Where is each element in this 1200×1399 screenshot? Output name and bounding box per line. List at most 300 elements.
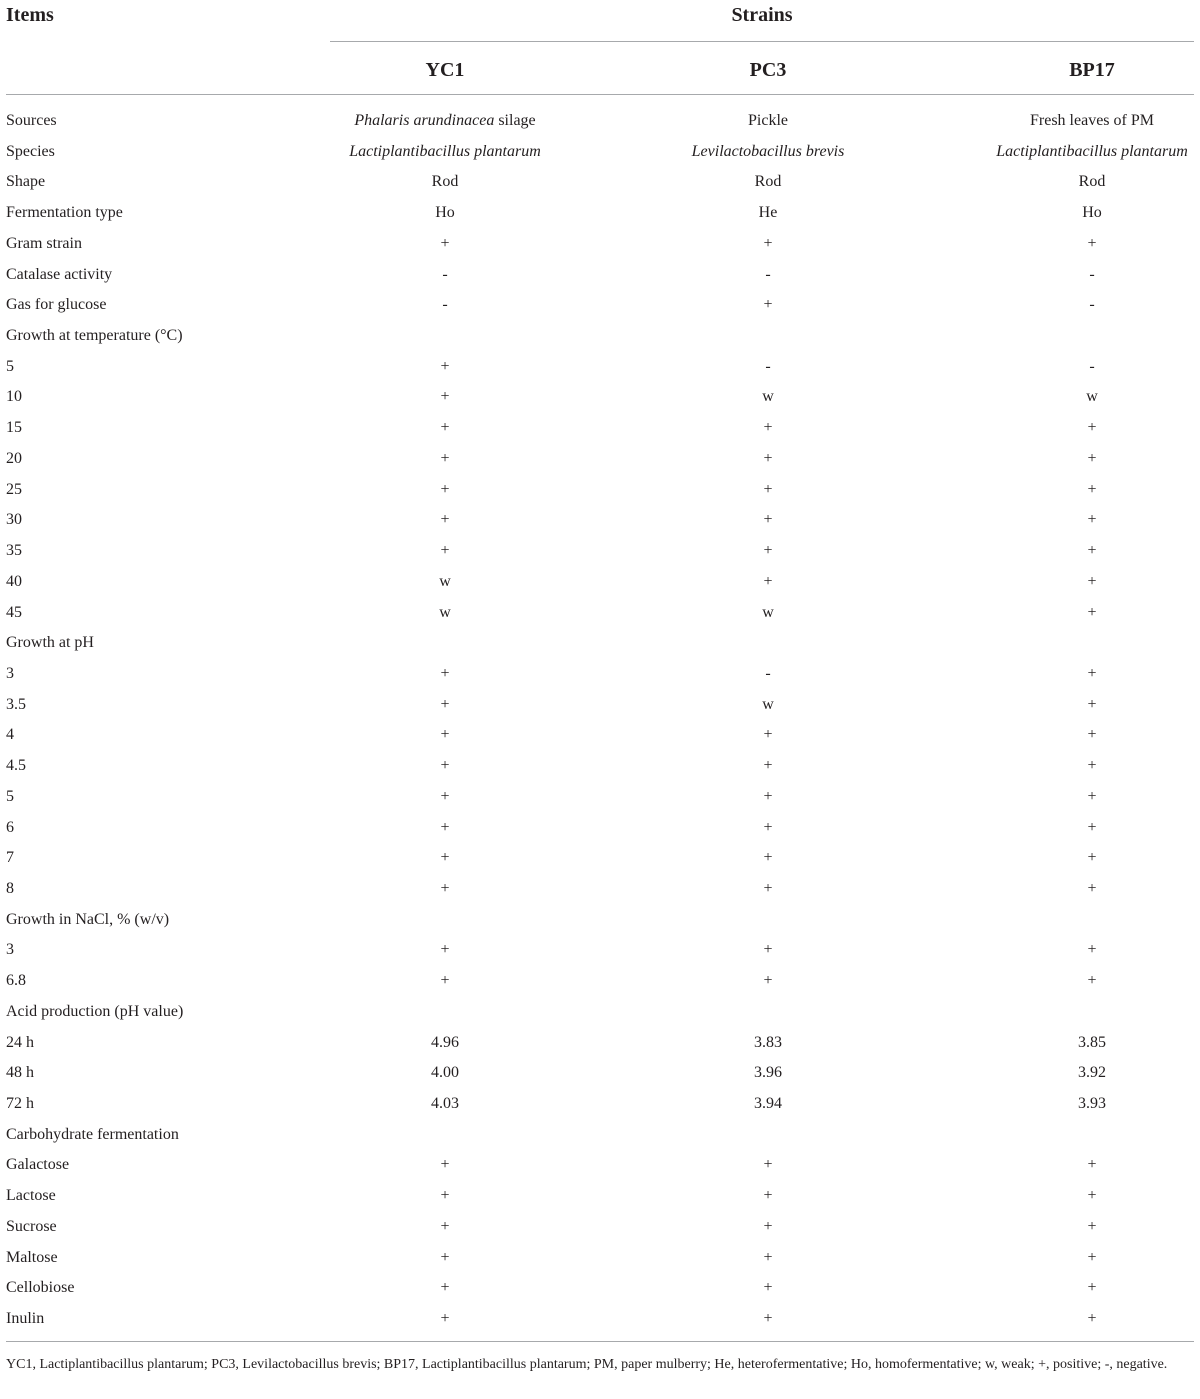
cell-text: + [1087,879,1097,897]
table-row [0,1243,1200,1274]
cell-text: 3.85 [1078,1033,1106,1051]
cell-yc1 [295,935,595,965]
row-label: 3.5 [6,695,26,713]
cell-pc3 [618,137,918,167]
row-label: Species [6,142,55,160]
cell-text: + [1087,449,1097,467]
cell-bp17 [942,505,1200,535]
cell-text: - [442,296,448,314]
cell-yc1 [295,536,595,566]
cell-bp17 [942,659,1200,689]
cell-pc3 [618,1028,918,1058]
cell-text: Fresh leaves of PM [1030,112,1154,129]
cell-pc3 [618,659,918,689]
row-label: 30 [6,511,22,529]
row-label: 3 [6,941,14,959]
row-label: Galactose [6,1156,70,1174]
cell-bp17 [942,1150,1200,1180]
cell-text: + [440,1279,450,1297]
cell-text: 3.92 [1078,1064,1106,1082]
cell-pc3 [618,874,918,904]
cell-text: - [1089,265,1095,283]
cell-text: + [763,449,773,467]
row-label: 15 [6,419,22,437]
cell-bp17 [942,1212,1200,1242]
table-row [0,598,1200,629]
cell-bp17 [942,935,1200,965]
cell-text: + [1087,1279,1097,1297]
cell-yc1 [295,567,595,597]
cell-yc1 [295,505,595,535]
table-row [0,751,1200,782]
cell-text: + [763,757,773,775]
cell-text: + [1087,941,1097,959]
cell-text: + [763,1310,773,1328]
cell-text: 4.00 [431,1064,459,1082]
cell-text: + [1087,1187,1097,1205]
table-row [0,290,1200,321]
cell-text: + [1087,234,1097,252]
table-row [0,659,1200,690]
cell-text: + [763,572,773,590]
cell-text: + [763,511,773,529]
cell-text: + [763,1279,773,1297]
cell-bp17 [942,843,1200,873]
cell-yc1 [295,659,595,689]
table-row [0,137,1200,168]
cell-pc3 [618,690,918,720]
cell-text: + [763,941,773,959]
cell-text: silage [494,112,536,129]
row-label: 5 [6,787,14,805]
column-header-bp17: BP17 [1069,59,1115,81]
cell-yc1 [295,1028,595,1058]
cell-yc1 [295,198,595,228]
row-label: 6.8 [6,972,26,990]
cell-text: Pickle [748,112,788,129]
cell-pc3 [618,813,918,843]
row-label: 8 [6,879,14,897]
row-label: 6 [6,818,14,836]
cell-text: + [440,1310,450,1328]
cell-text: + [763,879,773,897]
cell-yc1 [295,167,595,197]
cell-text: + [1087,419,1097,437]
table-row [0,966,1200,997]
cell-italic-text: Lactiplantibacillus plantarum [996,142,1188,160]
cell-pc3 [618,413,918,443]
column-header-pc3: PC3 [749,59,787,81]
table-row [0,229,1200,260]
cell-text: + [763,1187,773,1205]
cell-bp17 [942,536,1200,566]
row-label: Catalase activity [6,265,113,283]
table-row [0,1181,1200,1212]
cell-text: 3.83 [754,1033,782,1051]
cell-pc3 [618,1150,918,1180]
cell-text: + [763,542,773,560]
row-label: 3 [6,664,14,682]
cell-yc1 [295,874,595,904]
cell-text: w [762,603,774,621]
cell-text: + [1087,1156,1097,1174]
cell-bp17 [942,567,1200,597]
cell-text: + [763,296,773,314]
row-label: Growth in NaCl, % (w/v) [6,910,170,928]
cell-text: + [440,818,450,836]
cell-text: Rod [431,173,459,191]
cell-yc1 [295,382,595,412]
row-label: Maltose [6,1248,58,1266]
table-row [0,813,1200,844]
table-row [0,260,1200,291]
cell-yc1 [295,137,595,167]
cell-text: + [1087,818,1097,836]
cell-bp17 [942,475,1200,505]
cell-text: - [765,357,771,375]
cell-text: + [440,1217,450,1235]
cell-text: + [1087,849,1097,867]
cell-pc3 [618,720,918,750]
cell-text: - [1089,357,1095,375]
cell-text: + [440,388,450,406]
cell-bp17 [942,874,1200,904]
cell-pc3 [618,382,918,412]
cell-pc3 [618,966,918,996]
cell-text: + [440,849,450,867]
table-footnote: YC1, Lactiplantibacillus plantarum; PC3, Levilactobacillus brevis; BP17, Lactiplantibacillus plantarum; PM, paper mulberry; He, heterofermentative; Ho, homofermentative; w, weak; +, positive; -, negative. [6,1357,1168,1372]
cell-italic-text: Phalaris arundinacea [354,112,495,129]
table-row [0,167,1200,198]
cell-text: + [440,787,450,805]
cell-pc3 [618,198,918,228]
cell-pc3 [618,567,918,597]
cell-text: w [439,572,451,590]
table-row [0,1273,1200,1304]
cell-bp17 [942,290,1200,320]
row-label: 5 [6,357,14,375]
cell-bp17 [942,1181,1200,1211]
cell-text: w [762,695,774,713]
cell-pc3 [618,290,918,320]
column-header-yc1: YC1 [425,59,465,81]
cell-bp17 [942,720,1200,750]
row-label: Gas for glucose [6,296,107,314]
cell-text: + [763,726,773,744]
cell-text: - [442,265,448,283]
cell-pc3 [618,1273,918,1303]
cell-text: + [763,1217,773,1235]
table-row [0,382,1200,413]
cell-yc1 [295,1273,595,1303]
cell-text: + [440,664,450,682]
cell-text: + [763,972,773,990]
cell-yc1 [295,1304,595,1334]
cell-pc3 [618,229,918,259]
cell-yc1 [295,1058,595,1088]
table-row [0,198,1200,229]
cell-text: Rod [754,173,782,191]
cell-bp17 [942,444,1200,474]
cell-text: + [440,726,450,744]
table-row [0,935,1200,966]
row-label: 40 [6,572,22,590]
cell-bp17 [942,598,1200,628]
row-label: 4.5 [6,757,26,775]
cell-bp17 [942,1243,1200,1273]
cell-text: + [1087,480,1097,498]
row-label: 48 h [6,1064,34,1082]
cell-yc1 [295,751,595,781]
row-label: Cellobiose [6,1279,75,1297]
row-label: Fermentation type [6,204,123,222]
cell-text: + [763,1248,773,1266]
cell-text: + [1087,757,1097,775]
table-row [0,720,1200,751]
cell-bp17 [942,966,1200,996]
cell-text: + [440,542,450,560]
cell-pc3 [618,352,918,382]
cell-bp17 [942,690,1200,720]
table-row [0,874,1200,905]
cell-bp17 [942,229,1200,259]
cell-text: + [1087,972,1097,990]
table-row [0,1089,1200,1120]
cell-yc1 [295,352,595,382]
cell-text: + [1087,695,1097,713]
cell-text: + [1087,542,1097,560]
cell-yc1 [295,1181,595,1211]
cell-pc3 [618,782,918,812]
table-row [0,475,1200,506]
cell-yc1 [295,843,595,873]
cell-pc3 [618,444,918,474]
table-section-row [0,628,1200,659]
cell-text: + [763,818,773,836]
cell-text: + [1087,664,1097,682]
row-label: 25 [6,480,22,498]
cell-text: He [758,204,778,222]
table-row [0,690,1200,721]
row-label: Acid production (pH value) [6,1002,184,1020]
cell-text: + [440,480,450,498]
row-label: Sucrose [6,1217,57,1235]
cell-bp17 [942,1028,1200,1058]
cell-pc3 [618,536,918,566]
cell-text: + [440,1187,450,1205]
cell-text: + [440,357,450,375]
cell-text: w [1086,388,1098,406]
cell-pc3 [618,1212,918,1242]
cell-yc1 [295,444,595,474]
cell-text: w [762,388,774,406]
cell-bp17 [942,1089,1200,1119]
cell-text: + [440,1156,450,1174]
cell-pc3 [618,260,918,290]
row-label: 7 [6,849,14,867]
cell-italic-text: Levilactobacillus brevis [691,142,845,160]
cell-bp17 [942,1304,1200,1334]
row-label: 10 [6,388,22,406]
table-section-row [0,321,1200,352]
cell-yc1 [295,1243,595,1273]
cell-pc3 [618,598,918,628]
cell-pc3 [618,935,918,965]
items-column-header: Items [6,4,54,26]
header-bottom-rule [6,94,1194,95]
cell-yc1 [295,1089,595,1119]
cell-text: + [1087,603,1097,621]
strains-group-header: Strains [731,4,793,26]
cell-bp17 [942,813,1200,843]
row-label: 45 [6,603,22,621]
table-row [0,782,1200,813]
cell-text: + [440,419,450,437]
cell-text: + [440,695,450,713]
cell-italic-text: Lactiplantibacillus plantarum [349,142,541,160]
cell-bp17 [942,106,1200,136]
cell-yc1 [295,1212,595,1242]
table-section-row [0,997,1200,1028]
strains-header-rule [330,41,1194,42]
cell-bp17 [942,1058,1200,1088]
cell-bp17 [942,751,1200,781]
cell-pc3 [618,1304,918,1334]
cell-text: Ho [1082,204,1102,222]
cell-pc3 [618,167,918,197]
row-label: Gram strain [6,234,82,252]
row-label: Sources [6,112,57,129]
cell-text: - [1089,296,1095,314]
cell-bp17 [942,1273,1200,1303]
table-row [0,352,1200,383]
cell-bp17 [942,413,1200,443]
row-label: 20 [6,449,22,467]
cell-text: + [763,480,773,498]
cell-text: + [1087,572,1097,590]
row-label: Growth at pH [6,634,94,652]
cell-text: 4.96 [431,1033,459,1051]
row-label: 72 h [6,1095,34,1112]
table-body [0,106,1200,1335]
cell-pc3 [618,1181,918,1211]
cell-text: + [763,849,773,867]
row-label: Inulin [6,1310,45,1328]
cell-text: 3.96 [754,1064,782,1082]
cell-yc1 [295,782,595,812]
table-bottom-rule [6,1341,1194,1342]
cell-yc1 [295,598,595,628]
row-label: Shape [6,173,46,191]
table-row [0,843,1200,874]
table-row [0,1028,1200,1059]
cell-yc1 [295,966,595,996]
cell-yc1 [295,290,595,320]
cell-bp17 [942,382,1200,412]
cell-text: + [1087,787,1097,805]
table-row [0,413,1200,444]
cell-text: + [440,757,450,775]
row-label: 4 [6,726,14,744]
cell-text: - [765,664,771,682]
row-label: Growth at temperature (°C) [6,327,183,345]
row-label: Carbohydrate fermentation [6,1125,179,1143]
table-section-row [0,905,1200,936]
cell-bp17 [942,198,1200,228]
cell-yc1 [295,106,595,136]
cell-yc1 [295,475,595,505]
cell-yc1 [295,229,595,259]
cell-text: + [440,234,450,252]
cell-yc1 [295,260,595,290]
cell-text: + [763,419,773,437]
cell-text: + [440,879,450,897]
cell-bp17 [942,352,1200,382]
cell-text: + [440,941,450,959]
cell-text: + [440,1248,450,1266]
row-label: Lactose [6,1187,56,1205]
table-row [0,567,1200,598]
cell-pc3 [618,475,918,505]
cell-text: + [1087,511,1097,529]
cell-yc1 [295,720,595,750]
cell-yc1 [295,1150,595,1180]
cell-bp17 [942,260,1200,290]
cell-text: 3.93 [1078,1095,1106,1112]
cell-text: + [763,234,773,252]
cell-pc3 [618,1058,918,1088]
table-row [0,1058,1200,1089]
cell-text: Rod [1078,173,1106,191]
cell-text: + [1087,1217,1097,1235]
cell-bp17 [942,782,1200,812]
cell-pc3 [618,1089,918,1119]
table-row [0,505,1200,536]
cell-text: 3.94 [754,1095,782,1112]
table-row [0,536,1200,567]
cell-yc1 [295,690,595,720]
cell-pc3 [618,106,918,136]
cell-yc1 [295,413,595,443]
table-row [0,106,1200,137]
cell-text: - [765,265,771,283]
row-label: 24 h [6,1033,34,1051]
table-row [0,1212,1200,1243]
cell-text: + [1087,726,1097,744]
cell-bp17 [942,167,1200,197]
cell-text: + [440,449,450,467]
cell-pc3 [618,751,918,781]
cell-pc3 [618,1243,918,1273]
cell-bp17 [942,137,1200,167]
cell-yc1 [295,813,595,843]
table-row [0,444,1200,475]
cell-text: Ho [435,204,455,222]
cell-text: 4.03 [431,1095,459,1112]
cell-text: + [763,787,773,805]
cell-text: + [1087,1248,1097,1266]
table-section-row [0,1120,1200,1151]
cell-text: + [763,1156,773,1174]
cell-text: + [1087,1310,1097,1328]
table-row [0,1150,1200,1181]
table-row [0,1304,1200,1335]
cell-pc3 [618,505,918,535]
cell-pc3 [618,843,918,873]
cell-text: + [440,972,450,990]
cell-text: w [439,603,451,621]
cell-text: + [440,511,450,529]
